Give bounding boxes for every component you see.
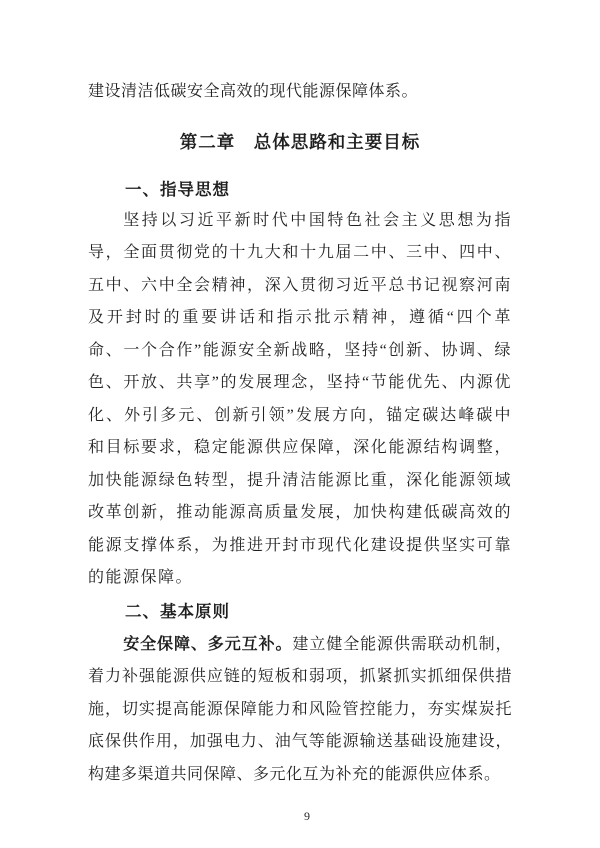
section-heading-guiding-ideology: 一、指导思想 bbox=[125, 179, 230, 199]
section-heading-basic-principles: 二、基本原则 bbox=[125, 601, 230, 621]
guiding-ideology-paragraph: 坚持以习近平新时代中国特色社会主义思想为指导，全面贯彻党的十九大和十九届二中、三中、四中、五中、六中全会精神，深入贯彻习近平总书记视察河南及开封时的重要讲话和指示批示精神，遵循“四个革命、一个合作”能源安全新战略，坚持“创新、协调、绿色、开放、共享”的发展理念，坚持“节能优先、内源优化、外引多元、创新引领”发展方向，锚定碳达峰碳中和目标要求，稳定能源供应保障，深化能源结构调整，加快能源绿色转型，提升清洁能源比重，深化能源领域改革创新，推动能源高质量发展，加快构建低碳高效的能源支撑体系，为推进开封市现代化建设提供坚实可靠的能源保障。 bbox=[88, 211, 512, 586]
basic-principles-paragraph bbox=[88, 629, 512, 792]
page-number: 9 bbox=[304, 809, 310, 823]
paragraph-lead-bold: 安全保障、多元互补。 bbox=[123, 635, 293, 653]
chapter-heading: 第二章 总体思路和主要目标 bbox=[179, 131, 421, 152]
intro-paragraph: 建设清洁低碳安全高效的现代能源保障体系。 bbox=[88, 83, 419, 100]
paragraph-body-text: 建立健全能源供需联动机制，着力补强能源供应链的短板和弱项，抓紧抓实抓细保供措施，切实提高能源保障能力和风险管控能力，夯实煤炭托底保供作用，加强电力、油气等能源输送基础设施建设，构建多渠道共同保障、多元化互为补充的能源供应体系。 bbox=[88, 635, 512, 783]
